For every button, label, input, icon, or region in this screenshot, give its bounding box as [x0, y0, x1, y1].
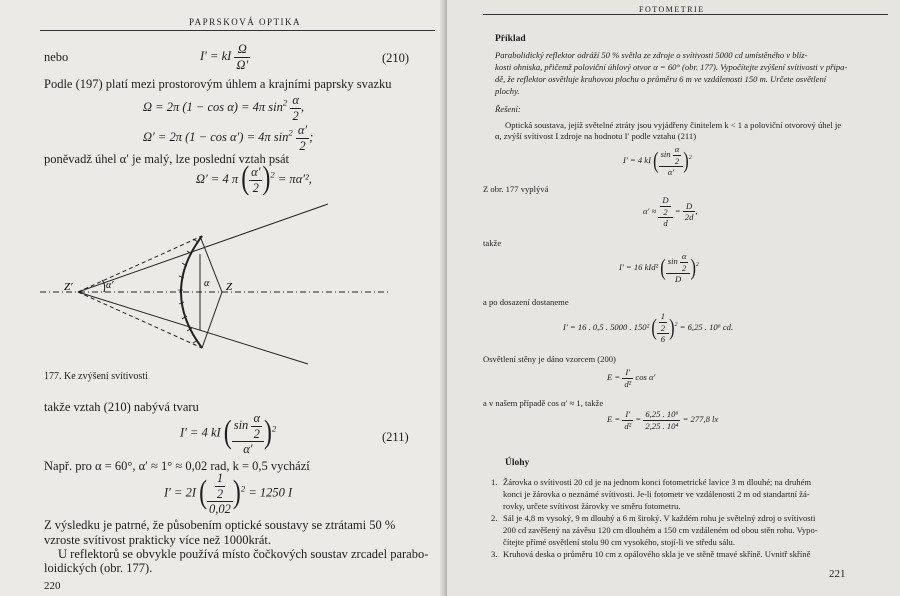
frac-num: [657, 312, 669, 334]
frac-num: [232, 412, 264, 442]
frac-den: 2: [663, 206, 668, 217]
equation-omega-2: [143, 124, 313, 152]
equation-number-211: (211): [382, 430, 409, 444]
frac-num: [207, 472, 233, 502]
eq-sup: 2: [270, 169, 275, 180]
ray-lower-outer: [78, 292, 308, 364]
frac-den: 2: [660, 322, 666, 333]
eq-rhs: = 6,25 . 10⁶ cd.: [679, 321, 734, 332]
text-po-dosazeni: a po dosazení dostaneme: [483, 297, 569, 307]
text-nebo: nebo: [44, 50, 69, 64]
frac-den: 2: [253, 426, 260, 441]
exercise-2: [491, 512, 818, 548]
paren-close: ): [669, 313, 675, 341]
frac-num: D: [662, 195, 669, 205]
exercise-number: 2.: [491, 513, 498, 523]
paren-open: (: [223, 414, 232, 451]
eq-text: Ω′ = 4 π: [196, 171, 239, 186]
exercise-number: 3.: [491, 549, 498, 559]
label-z-prime: Z′: [64, 281, 73, 293]
paren-close: ): [264, 414, 272, 451]
paren-open: (: [651, 313, 657, 341]
eq-text: Ω = 2π (1 − cos α) = 4π sin: [143, 99, 283, 114]
formula-6: [607, 410, 718, 430]
exercise-line: 200 cd zavěšený na závěsu 120 cm dlouhém a 150 cm vzdáleném od obou stěn rohu. Vypo-: [503, 525, 818, 535]
frac-den: 2: [292, 108, 299, 123]
text-osvetleni: Osvětlení stěny je dáno vzorcem (200): [483, 354, 616, 364]
frac-num: Ω: [234, 43, 250, 58]
exercise-1: [491, 476, 811, 512]
frac-num: D: [683, 202, 696, 213]
frac-num: α: [253, 411, 260, 425]
paren-close: ): [690, 253, 696, 281]
frac-den: d: [663, 218, 668, 229]
eq-sup: 2: [695, 262, 699, 268]
formula-4: [563, 312, 733, 344]
equation-omega-1: [143, 94, 304, 122]
eq-sign: =: [635, 414, 642, 425]
frac-den: 2: [682, 262, 687, 273]
frac-den: d²: [624, 378, 632, 389]
paragraph-6-line-2: loidických (obr. 177).: [44, 561, 153, 575]
task-line-2: kosti ohniska, přičemž poloviční úhlový otvor α = 60° (obr. 177). Vypočítejte zvýšení svítivosti v připa-: [495, 62, 848, 72]
inner-fraction: [215, 472, 225, 500]
page-220: [0, 0, 447, 596]
eq-lhs: I′ = 4 kI: [180, 425, 221, 440]
eq-sup: 2: [288, 127, 293, 138]
label-alpha: α: [204, 278, 210, 289]
eq-fraction-2: [643, 410, 680, 430]
eq-text: Ω′ = 2π (1 − cos α′) = 4π sin: [143, 129, 289, 144]
eq-fraction: [296, 124, 309, 152]
exercise-line: konci je žárovka o neznámé svítivosti. Je-li fotometr ve vzdálenosti 2 m od standartní žá-: [503, 489, 810, 499]
equation-210: [200, 43, 250, 71]
frac-den: 0,02: [209, 502, 231, 516]
eq-lhs: I′ = 2I: [164, 485, 196, 500]
ray-upper-outer: [78, 204, 328, 292]
label-z: Z: [226, 281, 233, 293]
frac-num: 1: [660, 311, 666, 321]
equation-omega-3: [196, 160, 312, 197]
eq-fraction: [666, 252, 691, 284]
task-line-4: plochy.: [495, 86, 520, 96]
frac-num: I′: [622, 368, 633, 379]
eq-end: ;: [309, 129, 314, 144]
eq-lhs: I′ = 16 . 0,5 . 5000 . 150²: [563, 321, 650, 332]
frac-num: α: [674, 144, 680, 154]
paren-close: ): [232, 474, 241, 511]
paragraph-3: takže vztah (210) nabývá tvaru: [44, 400, 199, 414]
exercise-3: [491, 548, 810, 560]
eq-end: ,: [695, 205, 698, 216]
ray-lower-dashed: [78, 292, 202, 348]
eq-fraction: [207, 472, 233, 516]
frac-den: 2: [252, 180, 259, 195]
page-number: 221: [829, 568, 846, 580]
eq-lhs: E =: [607, 372, 621, 383]
angle-arc-small: [102, 280, 105, 292]
eq-fraction: [622, 368, 633, 388]
equation-211: [180, 412, 276, 456]
paren-close: ): [683, 146, 689, 174]
figure-177: [40, 198, 400, 370]
formula-5: [607, 368, 655, 388]
eq-sign: =: [674, 205, 681, 216]
eq-lhs: I′ = 4 kI: [623, 154, 651, 165]
frac-den: D: [674, 274, 682, 285]
sin-text: sin: [660, 149, 671, 160]
sin-text: sin: [233, 417, 249, 432]
eq-lhs: E =: [607, 414, 621, 425]
frac-den: α′: [243, 442, 253, 456]
paren-open: (: [660, 253, 666, 281]
frac-den: 2: [299, 138, 306, 153]
frac-num: α: [292, 93, 299, 107]
inner-fraction: [659, 312, 667, 332]
eq-lhs: I′ = kI: [200, 48, 232, 63]
frac-num: I′: [622, 410, 633, 421]
running-header: FOTOMETRIE: [639, 5, 705, 14]
eq-sup: 2: [271, 423, 277, 434]
eq-fraction: [249, 166, 262, 194]
header-rule: [40, 30, 435, 31]
solution-heading: Řešení:: [495, 104, 521, 114]
formula-3: [619, 252, 699, 284]
eq-rhs: = 277,8 lx: [682, 414, 719, 425]
sin-text: sin: [667, 256, 678, 267]
solution-line-2: α, zvýší svítivost I zdroje na hodnotu I′ podle vztahu (211): [495, 131, 697, 141]
eq-lhs: I′ = 16 kId²: [619, 261, 659, 272]
exercises-heading: Úlohy: [505, 458, 530, 468]
paren-open: (: [241, 160, 250, 197]
eq-fraction: [658, 196, 672, 228]
label-alpha-prime: α′: [106, 280, 114, 291]
frac-den: Ω′: [236, 57, 249, 72]
page-number: 220: [44, 580, 61, 592]
eq-sup: 2: [282, 97, 288, 108]
eq-fraction: [622, 410, 633, 430]
exercise-line: Žárovka o svítivosti 20 cd je na jednom konci fotometrické lavice 3 m dlouhé; na druhém: [503, 477, 812, 487]
exercise-line: rovky, určete svítivost žárovky ve směru fotometru.: [503, 501, 681, 511]
frac-num: α′: [297, 123, 308, 137]
exercise-line: čítejte přímé osvětlení stolu 90 cm vysokého, stojí-li ve středu sálu.: [503, 537, 735, 547]
figure-caption: 177. Ke zvýšení svítivosti: [44, 371, 148, 382]
frac-num: 6,25 . 10⁶: [645, 409, 679, 419]
page-221: [447, 0, 900, 596]
paren-close: ): [262, 160, 271, 197]
paragraph-4: Např. pro α = 60°, α′ ≈ 1° ≈ 0,02 rad, k = 0,5 vychází: [44, 459, 310, 473]
paragraph-1: Podle (197) platí mezi prostorovým úhlem a krajními paprsky svazku: [44, 77, 392, 91]
frac-num: 1: [216, 471, 224, 485]
frac-den: 6: [660, 334, 666, 345]
formula-1: [623, 145, 692, 177]
frac-den: d²: [624, 420, 632, 431]
eq-fraction-2: [683, 202, 696, 222]
eq-rhs: = 1250 I: [248, 485, 293, 500]
frac-den: 2: [674, 155, 680, 166]
equation-example: [164, 472, 292, 516]
frac-den: 2,25 . 10⁴: [645, 420, 679, 431]
paragraph-2: poněvadž úhel α′ je malý, lze poslední vztah psát: [44, 152, 289, 166]
text-v-nasem: a v našem případě cos α′ ≈ 1, takže: [483, 398, 604, 408]
eq-sup: 2: [688, 155, 692, 161]
eq-fraction: [290, 94, 301, 122]
eq-fraction: [234, 43, 250, 71]
running-header: PAPRSKOVÁ OPTIKA: [189, 17, 301, 27]
task-line-3: dě, že reflektor osvětluje kruhovou plochu o průměru 6 m ve vzdálenosti 150 m. Určete osvětlení: [495, 74, 827, 84]
frac-den: α′: [667, 167, 675, 178]
frac-den: 2d: [684, 212, 694, 223]
exercise-line: Kruhová deska o průměru 10 cm z opálového skla je ve stěně tmavé skříně. Uvnitř skříně: [503, 549, 811, 559]
eq-sup: 2: [674, 322, 678, 328]
solution-line-1: Optická soustava, jejíž světelné ztráty jsou vyjádřeny činitelem k < 1 a poloviční otvorový úhel je: [505, 120, 842, 130]
paragraph-5-line-2: vzroste svítivost prakticky více než 1000krát.: [44, 533, 272, 547]
inner-fraction: [673, 145, 682, 165]
inner-fraction: [660, 196, 670, 216]
task-line-1: Parabolidický reflektor odráží 50 % světla ze zdroje o svítivosti 5000 cd umístěného v blíz-: [495, 50, 808, 60]
eq-lhs: α′ ≈: [643, 205, 657, 216]
exercise-number: 1.: [491, 477, 498, 487]
frac-den: 2: [216, 486, 224, 501]
text-takze: takže: [483, 238, 502, 248]
inner-fraction: [251, 412, 262, 440]
eq-end: = πα′²,: [277, 171, 312, 186]
eq-end: ,: [300, 99, 305, 114]
ray-focus-lower: [202, 292, 222, 348]
equation-number-210: (210): [382, 51, 410, 65]
example-heading: Příklad: [495, 34, 526, 44]
header-rule: [483, 14, 888, 15]
eq-rhs: cos α′: [635, 372, 656, 383]
paragraph-5-line-1: Z výsledku je patrné, že působením optické soustavy se ztrátami 50 %: [44, 518, 396, 532]
paren-open: (: [653, 146, 659, 174]
exercise-line: Sál je 4,8 m vysoký, 9 m dlouhý a 6 m široký. V každém rohu je světelný zdroj o svítivosti: [503, 513, 816, 523]
formula-2: [643, 196, 698, 228]
eq-fraction: [232, 412, 264, 456]
frac-num: α: [681, 251, 687, 261]
eq-fraction: [659, 145, 684, 177]
eq-fraction: [657, 312, 669, 344]
frac-num: α′: [251, 165, 261, 179]
text-z-obr: Z obr. 177 vyplývá: [483, 184, 549, 194]
frac-num: [658, 196, 672, 218]
frac-num: [659, 145, 684, 167]
frac-num: [666, 252, 691, 274]
paren-open: (: [199, 474, 208, 511]
inner-fraction: [680, 252, 689, 272]
paragraph-6-line-1: U reflektorů se obvykle používá místo čočkových soustav zrcadel parabo-: [58, 547, 429, 561]
eq-sup: 2: [240, 483, 246, 494]
